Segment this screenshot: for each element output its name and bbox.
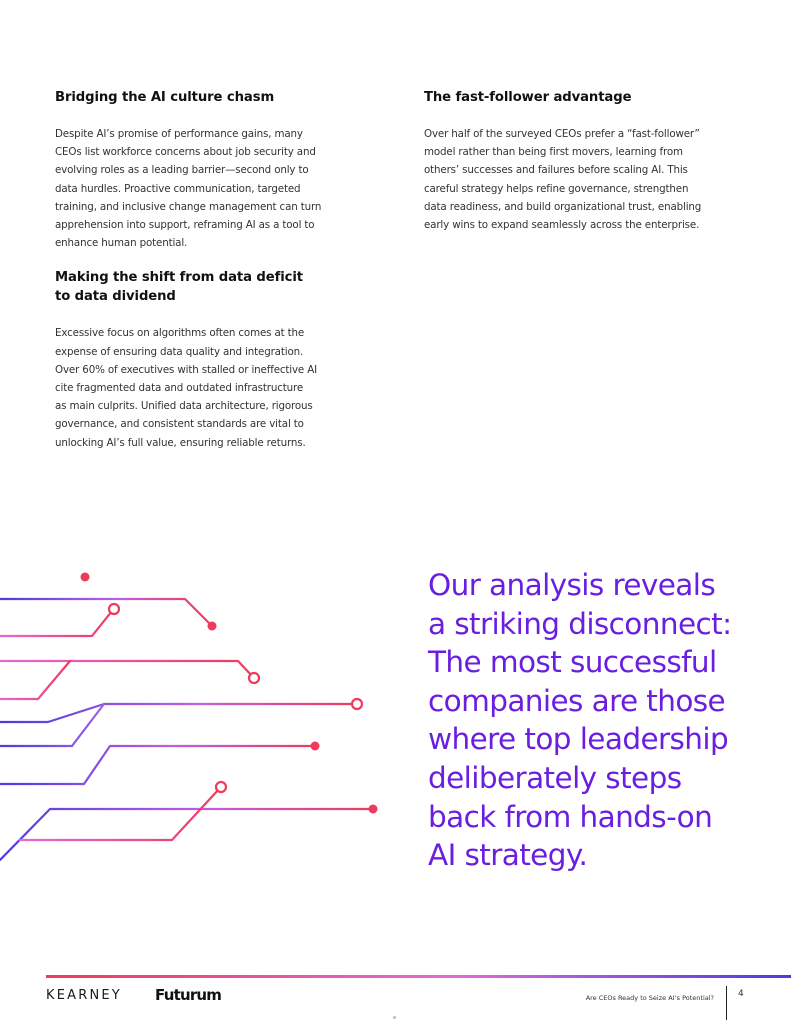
text-line: enhance human potential. — [55, 237, 188, 250]
circuit-node — [311, 742, 320, 751]
text-line: Over 60% of executives with stalled or ineffective AI — [55, 363, 318, 376]
footer-divider — [46, 975, 791, 978]
text-line: training, and inclusive change management can turn — [55, 200, 322, 213]
page-number: 4 — [738, 989, 744, 999]
quote-line: where top leadership — [428, 722, 729, 757]
heading-line: to data dividend — [55, 289, 176, 305]
circuit-lines-graphic — [0, 560, 400, 890]
quote-line: deliberately steps — [428, 760, 682, 795]
section-body-culture-chasm — [55, 125, 355, 252]
section-heading-culture-chasm: Bridging the AI culture chasm — [55, 90, 275, 105]
section-body-data-dividend — [55, 324, 355, 451]
decorative-dot — [393, 1016, 396, 1019]
quote-line: Our analysis reveals — [428, 568, 716, 602]
right-column — [424, 88, 724, 234]
quote-line: companies are those — [428, 683, 726, 718]
text-line: governance, and consistent standards are vital to — [55, 418, 304, 431]
heading-line: Making the shift from data deficit — [55, 270, 303, 286]
futurum-logo: Futurum — [155, 986, 222, 1004]
pull-quote — [428, 566, 778, 875]
circuit-node — [216, 782, 226, 792]
circuit-node — [208, 622, 217, 631]
footer-document-title: Are CEOs Ready to Seize AI’s Potential? — [585, 994, 714, 1002]
text-line: model rather than being first movers, learning from — [424, 146, 683, 159]
circuit-node — [249, 673, 259, 683]
text-line: as main culprits. Unified data architecture, rigorous — [55, 400, 313, 413]
circuit-node — [81, 573, 90, 582]
footer-separator — [726, 986, 727, 1020]
text-line: Over half of the surveyed CEOs prefer a “fast-follower” — [424, 128, 700, 140]
text-line: early wins to expand seamlessly across the enterprise. — [424, 219, 700, 232]
section-body-fast-follower — [424, 125, 724, 234]
text-line: data hurdles. Proactive communication, targeted — [55, 182, 301, 195]
text-line: unlocking AI’s full value, ensuring reliable returns. — [55, 436, 306, 449]
quote-line: back from hands-on — [428, 799, 713, 834]
circuit-node — [369, 805, 378, 814]
text-line: apprehension into support, reframing AI as a tool to — [55, 219, 315, 232]
text-line: data readiness, and build organizational trust, enabling — [424, 200, 702, 213]
section-heading-fast-follower: The fast-follower advantage — [424, 90, 632, 105]
text-line: Excessive focus on algorithms often comes at the — [55, 327, 305, 340]
quote-line: a striking disconnect: — [428, 606, 732, 641]
quote-line: AI strategy. — [428, 838, 588, 873]
quote-line: The most successful — [428, 645, 717, 680]
text-line: evolving roles as a leading barrier—second only to — [55, 164, 309, 177]
text-line: CEOs list workforce concerns about job security and — [55, 146, 316, 159]
text-line: Despite AI’s promise of performance gains, many — [55, 128, 303, 140]
section-heading-data-dividend — [55, 268, 355, 306]
text-line: cite fragmented data and outdated infrastructure — [55, 382, 304, 395]
kearney-logo: KEARNEY — [46, 988, 122, 1003]
text-line: others’ successes and failures before scaling AI. This — [424, 164, 688, 177]
circuit-node — [352, 699, 362, 709]
circuit-node — [109, 604, 119, 614]
text-line: careful strategy helps refine governance, strengthen — [424, 182, 689, 195]
left-column — [55, 88, 355, 452]
text-line: expense of ensuring data quality and integration. — [55, 345, 304, 358]
